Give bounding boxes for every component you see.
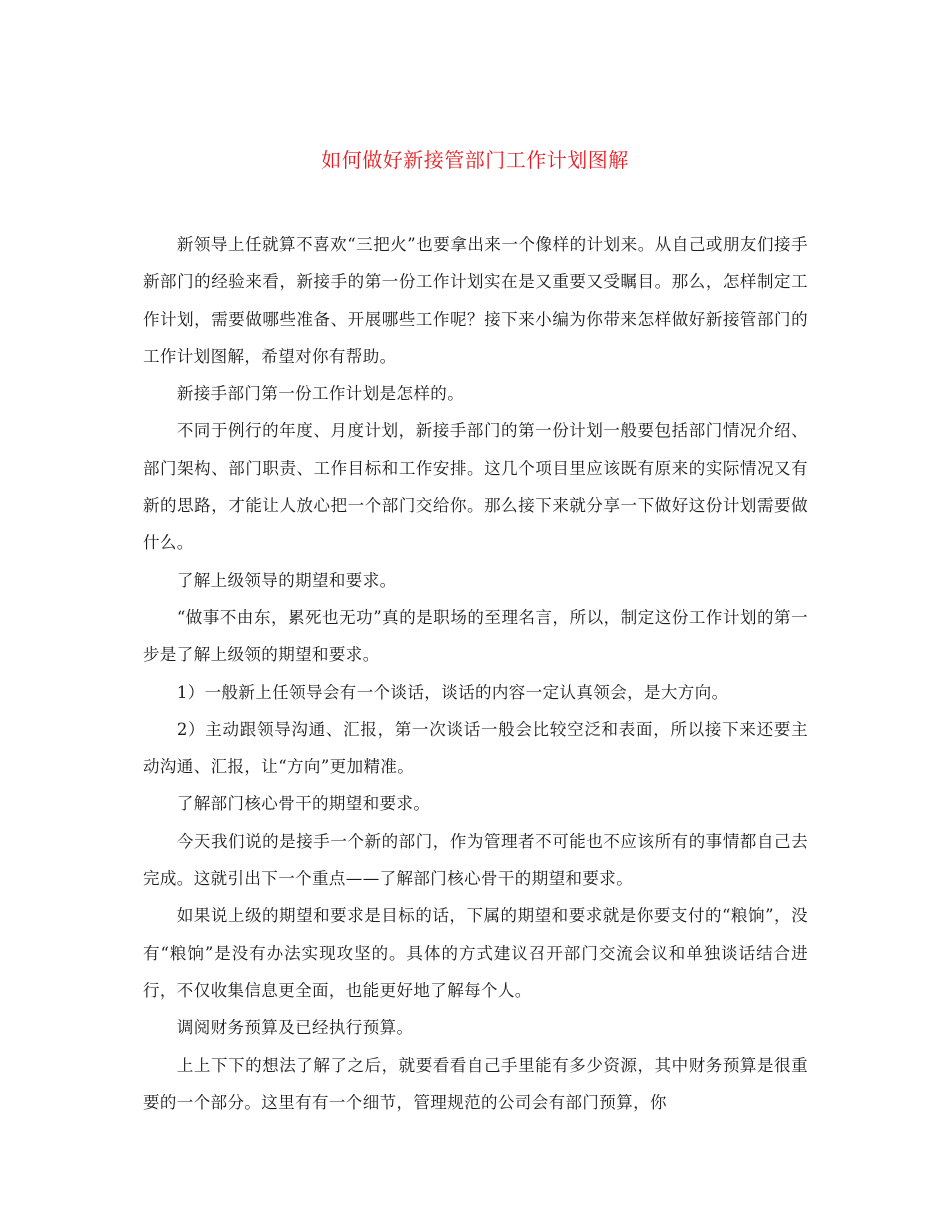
paragraph-plan-contents: 不同于例行的年度、月度计划，新接手部门的第一份计划一般要包括部门情况介绍、部门架构、部门职责、工作目标和工作安排。这几个项目里应该既有原来的实际情况又有新的思路，才能让人放心把一个部门交给你。那么接下来就分享一下做好这份计划需要做什么。	[143, 421, 808, 553]
paragraph-heading-budget: 调阅财务预算及已经执行预算。	[176, 1018, 414, 1038]
paragraph-intro: 新领导上任就算不喜欢“三把火”也要拿出来一个像样的计划来。从自己或朋友们接手新部门的经验来看，新接手的第一份工作计划实在是又重要又受瞩目。那么，怎样制定工作计划，需要做哪些准备、开展哪些工作呢？接下来小编为你带来怎样做好新接管部门的工作计划图解，希望对你有帮助。	[143, 235, 808, 366]
document-body	[143, 226, 808, 1121]
paragraph-core-staff-intro: 今天我们说的是接手一个新的部门，作为管理者不可能也不应该所有的事情都自己去完成。这就引出下一个重点——了解部门核心骨干的期望和要求。	[143, 831, 808, 889]
paragraph-heading-core-staff: 了解部门核心骨干的期望和要求。	[176, 794, 431, 814]
page-title: 如何做好新接管部门工作计划图解	[321, 148, 629, 172]
paragraph-point-2: 2）主动跟领导沟通、汇报，第一次谈话一般会比较空泛和表面，所以接下来还要主动沟通、汇报，让“方向”更加精准。	[143, 719, 808, 777]
paragraph-budget-detail: 上上下下的想法了解了之后，就要看看自己手里能有多少资源，其中财务预算是很重要的一个部分。这里有有一个细节，管理规范的公司会有部门预算，你	[143, 1055, 808, 1112]
paragraph-superior-expectations: “做事不由东，累死也无功”真的是职场的至理名言，所以，制定这份工作计划的第一步是了解上级领的期望和要求。	[143, 607, 808, 665]
paragraph-point-1: 1）一般新上任领导会有一个谈话，谈话的内容一定认真领会，是大方向。	[176, 682, 729, 702]
paragraph-core-staff-detail: 如果说上级的期望和要求是目标的话，下属的期望和要求就是你要支付的“粮饷”，没有“粮饷”是没有办法实现攻坚的。具体的方式建议召开部门交流会议和单独谈话结合进行，不仅收集信息更全面，也能更好地了解每个人。	[143, 906, 808, 1000]
paragraph-heading-superior-expectations: 了解上级领导的期望和要求。	[176, 570, 397, 590]
paragraph-heading-first-plan: 新接手部门第一份工作计划是怎样的。	[176, 384, 465, 404]
